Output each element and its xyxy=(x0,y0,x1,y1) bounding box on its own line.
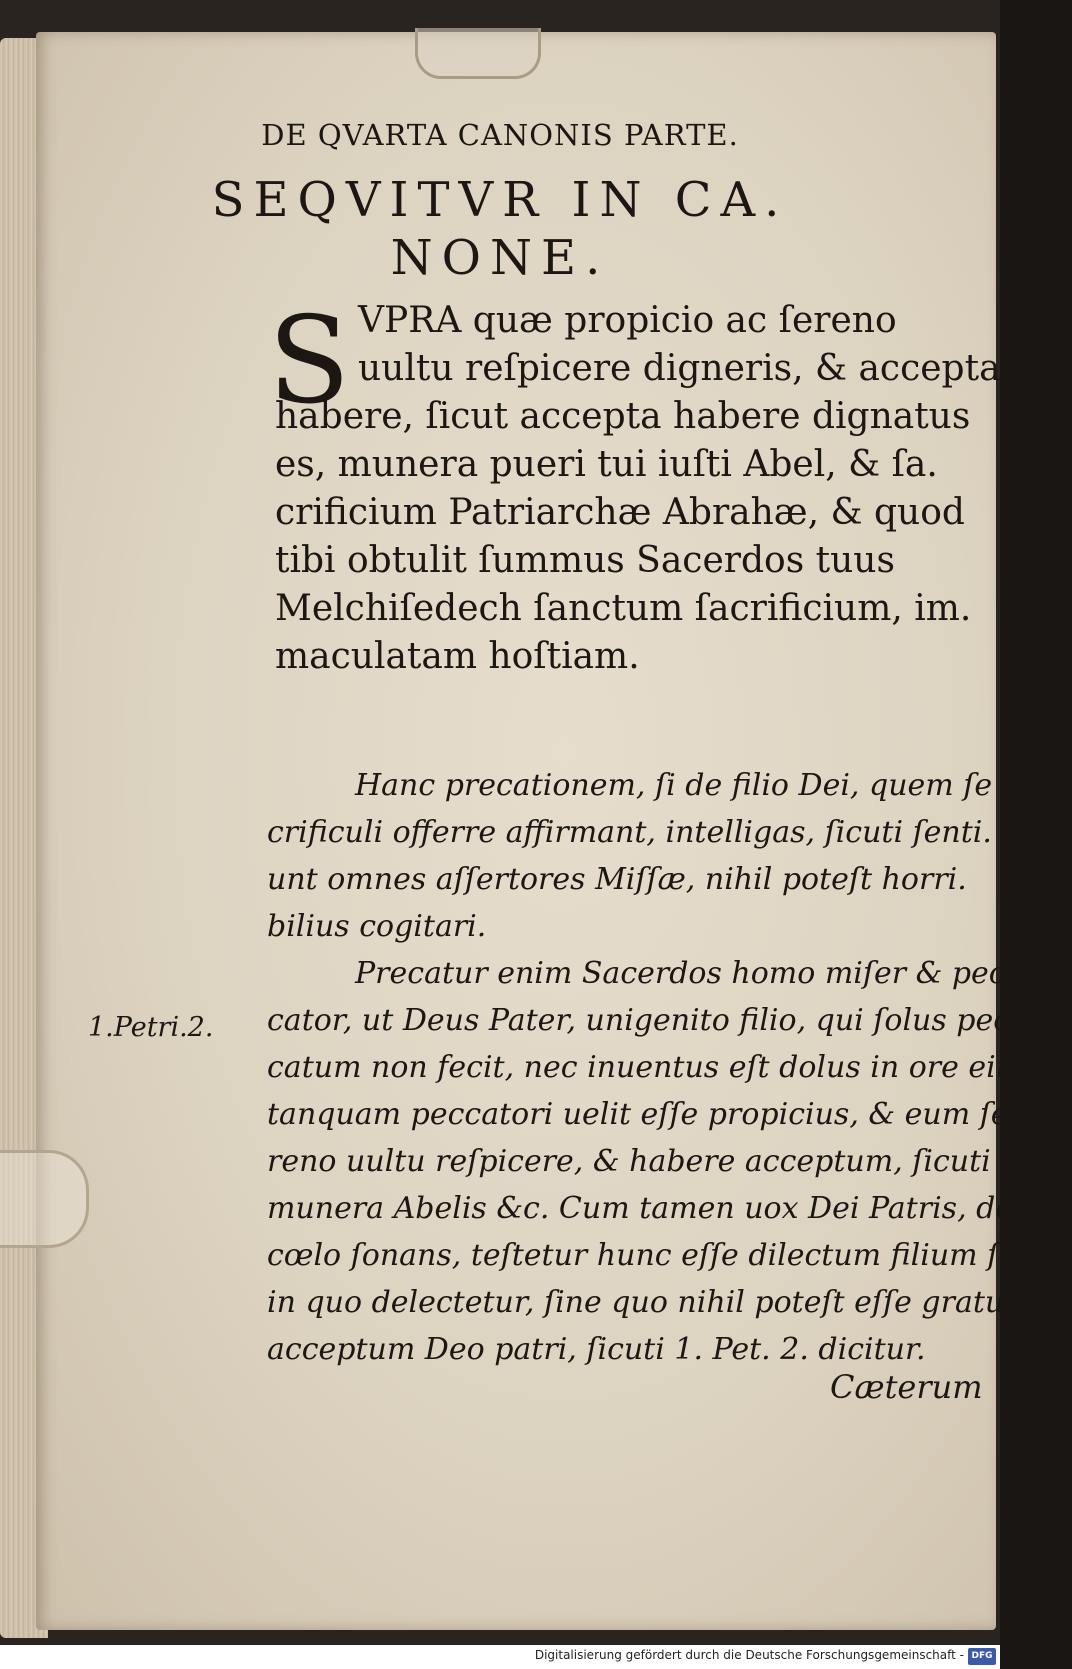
marginal-note: 1.Petri.2. xyxy=(88,1012,214,1043)
commentary-line: catum non fecit, nec inuentus eſt dolus in ore eius, xyxy=(267,1050,1041,1085)
canon-line: tibi obtulit ſummus Sacerdos tuus xyxy=(275,540,895,581)
canon-line: VPRA quæ propicio ac ſereno xyxy=(358,300,897,341)
commentary-line: acceptum Deo patri, ſicuti 1. Pet. 2. dicitur. xyxy=(267,1332,926,1367)
commentary-line: cator, ut Deus Pater, unigenito filio, qui ſolus pec. xyxy=(267,1003,1020,1038)
commentary-line: in quo delectetur, ſine quo nihil poteſt eſſe gratum et xyxy=(267,1285,1072,1320)
commentary-line: cœlo ſonans, teſtetur hunc eſſe dilectum filium ſuum xyxy=(267,1238,1066,1273)
canon-line: crificium Patriarchæ Abrahæ, & quod xyxy=(275,492,965,533)
commentary-line: Hanc precationem, ſi de filio Dei, quem ſe ſa. xyxy=(355,768,1041,803)
commentary-line: tanquam peccatori uelit eſſe propicius, & eum ſe. xyxy=(267,1097,1019,1132)
commentary-line: munera Abelis &c. Cum tamen uox Dei Patris, de xyxy=(267,1191,1014,1226)
canon-line: es, munera pueri tui iuſti Abel, & ſa. xyxy=(275,444,938,485)
left-page-clip xyxy=(0,1150,89,1248)
dfg-logo: DFG xyxy=(968,1648,996,1665)
section-title-line-1: SEQVITVR IN CA. xyxy=(211,172,789,228)
catchword: Cæterum xyxy=(830,1368,983,1406)
commentary-line: reno uultu reſpicere, & habere acceptum, ſicuti xyxy=(267,1144,991,1179)
canon-line: maculatam hoſtiam. xyxy=(275,636,640,677)
drop-capital: S xyxy=(268,292,351,431)
top-page-clip xyxy=(415,28,541,79)
commentary-line: crificuli offerre affirmant, intelligas, ſicuti ſenti. xyxy=(267,815,992,850)
footer-bar xyxy=(0,1645,1000,1669)
commentary-line: unt omnes aſſertores Miſſæ, nihil poteſt horri. xyxy=(267,862,967,897)
commentary-line: Precatur enim Sacerdos homo miſer & pec. xyxy=(355,956,1016,991)
footer-credit: Digitalisierung gefördert durch die Deutsche Forschungsgemeinschaft - xyxy=(534,1648,964,1662)
running-head: DE QVARTA CANONIS PARTE. xyxy=(261,118,739,152)
section-title-line-2: NONE. xyxy=(390,230,610,286)
canon-line: Melchiſedech ſanctum ſacrificium, im. xyxy=(275,588,972,629)
canon-line: habere, ſicut accepta habere dignatus xyxy=(275,396,971,437)
canon-line: uultu reſpicere digneris, & accepta xyxy=(358,348,1001,389)
commentary-line: bilius cogitari. xyxy=(267,909,487,944)
